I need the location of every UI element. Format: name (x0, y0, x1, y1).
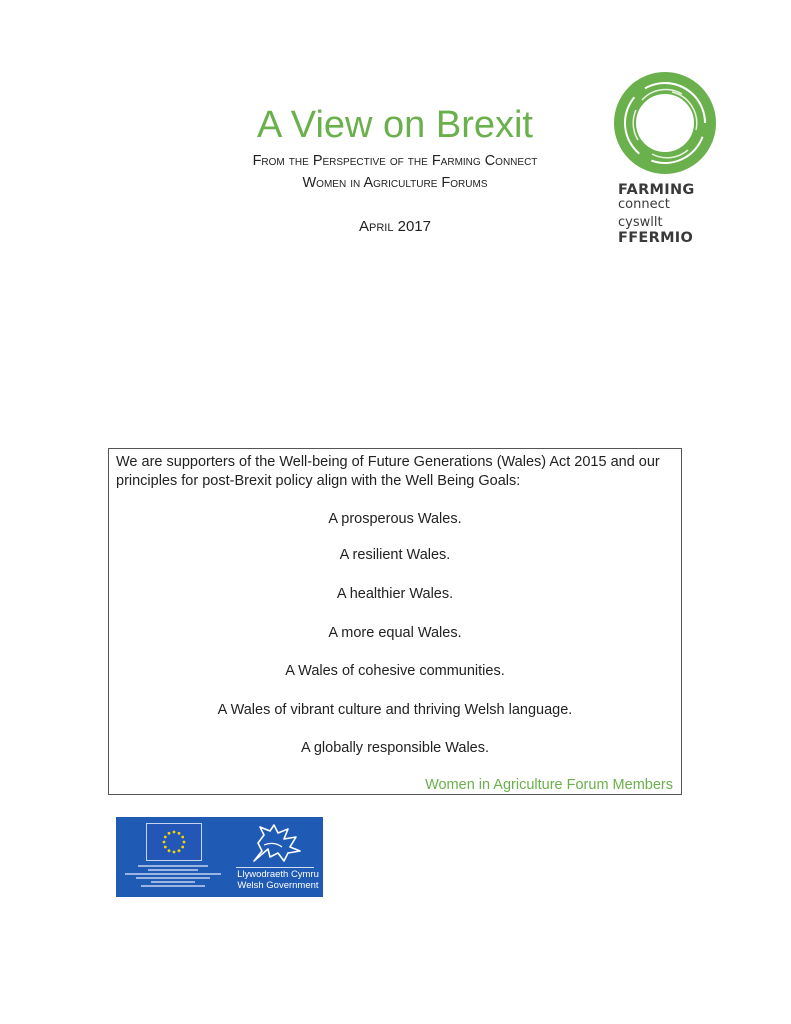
document-subtitle (170, 150, 620, 194)
goal-item: A more equal Wales. (328, 625, 462, 641)
subtitle-line-1: From the Perspective of the Farming Connect (252, 153, 538, 169)
eu-flag-icon (146, 823, 202, 861)
logo-line-ffermio: FFERMIO (618, 230, 694, 246)
logo-line-connect: connect (618, 197, 670, 212)
document-date: April 2017 (359, 218, 431, 235)
swirl-ring-icon (612, 70, 718, 176)
logo-line-cyswllt: cyswllt (618, 215, 663, 230)
farming-connect-logo (608, 70, 723, 255)
goal-item: A healthier Wales. (336, 586, 454, 602)
welsh-dragon-icon (244, 821, 306, 865)
funder-logos-banner (116, 817, 323, 897)
goal-item: A Wales of vibrant culture and thriving Welsh language. (217, 702, 573, 718)
goal-item: A Wales of cohesive communities. (285, 663, 505, 679)
subtitle-line-2: Women in Agriculture Forums (302, 175, 488, 191)
wg-line-welsh: Llywodraeth Cymru (237, 869, 319, 880)
goal-item: A globally responsible Wales. (300, 740, 490, 756)
goal-item: A resilient Wales. (339, 547, 451, 563)
document-title: A View on Brexit (256, 104, 533, 146)
welsh-government-text (234, 869, 322, 891)
eu-fund-text (120, 863, 226, 889)
signature: Women in Agriculture Forum Members (425, 777, 673, 793)
goal-item: A prosperous Wales. (328, 511, 462, 527)
intro-paragraph: We are supporters of the Well-being of Future Generations (Wales) Act 2015 and our principles for post-Brexit policy align with the Well Being Goals: (116, 454, 660, 489)
wg-divider (236, 867, 314, 868)
eu-stars-icon (147, 824, 201, 860)
well-being-goals-box (108, 448, 682, 795)
logo-line-farming: FARMING (618, 182, 695, 198)
farming-connect-wordmark (618, 182, 695, 246)
wg-line-english: Welsh Government (237, 880, 319, 891)
